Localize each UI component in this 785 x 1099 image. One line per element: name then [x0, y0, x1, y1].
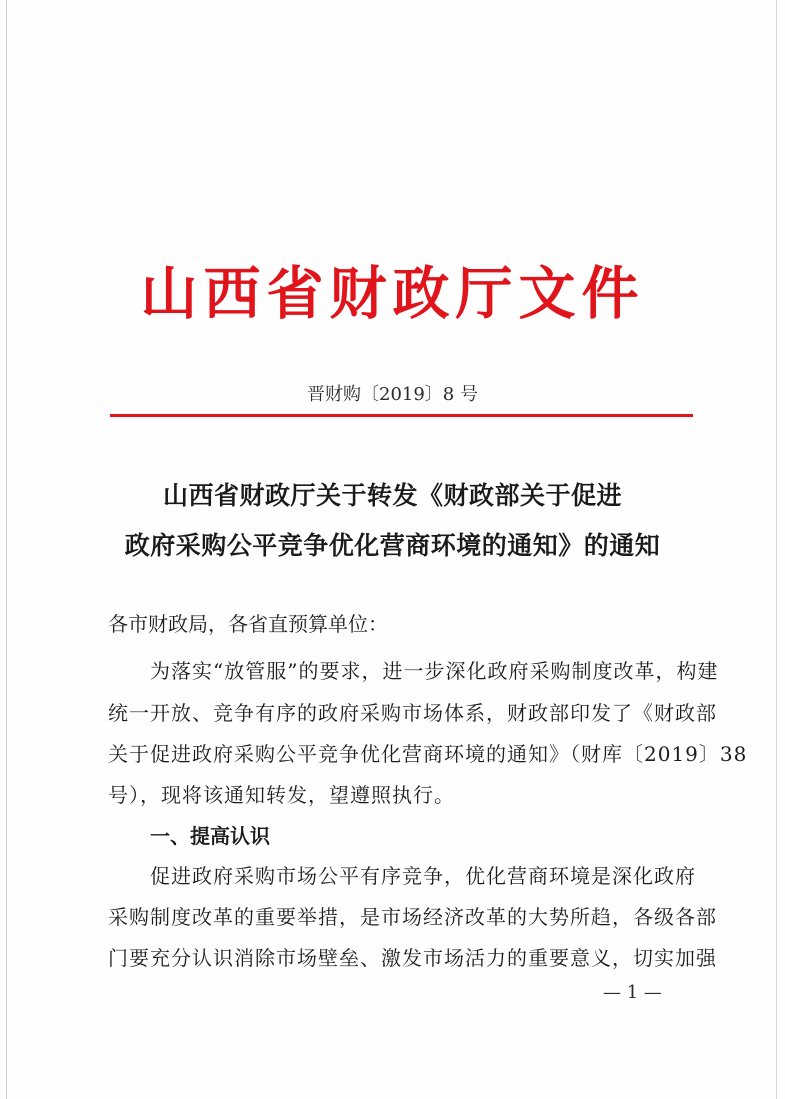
- paragraph-1-line-2: 统一开放、竞争有序的政府采购市场体系，财政部印发了《财政部: [108, 701, 717, 725]
- paragraph-2-line-1: 促进政府采购市场公平有序竞争，优化营商环境是深化政府: [150, 864, 696, 888]
- paragraph-1-line-3: 关于促进政府采购公平竞争优化营商环境的通知》（财库〔2019〕38: [108, 742, 748, 766]
- paragraph-1-line-1: 为落实“放管服”的要求，进一步深化政府采购制度改革，构建: [150, 659, 719, 683]
- document-number: 晋财购〔2019〕8 号: [307, 384, 478, 405]
- page-number: — 1 —: [603, 982, 662, 1003]
- addressee: 各市财政局，各省直预算单位：: [108, 612, 388, 636]
- paragraph-2-line-2: 采购制度改革的重要举措，是市场经济改革的大势所趋，各级各部: [108, 905, 717, 929]
- document-header-title: 山西省财政厅文件: [140, 260, 645, 327]
- paragraph-2-line-3: 门要充分认识消除市场壁垒、激发市场活力的重要意义，切实加强: [108, 946, 717, 970]
- notice-title-line-1: 山西省财政厅关于转发《财政部关于促进: [162, 481, 622, 510]
- paragraph-1-line-4: 号），现将该通知转发，望遵照执行。: [108, 783, 455, 807]
- notice-title-line-2: 政府采购公平竞争优化营商环境的通知》的通知: [124, 531, 661, 560]
- section-heading-1: 一、提高认识: [150, 824, 270, 848]
- red-divider-line: [110, 414, 693, 417]
